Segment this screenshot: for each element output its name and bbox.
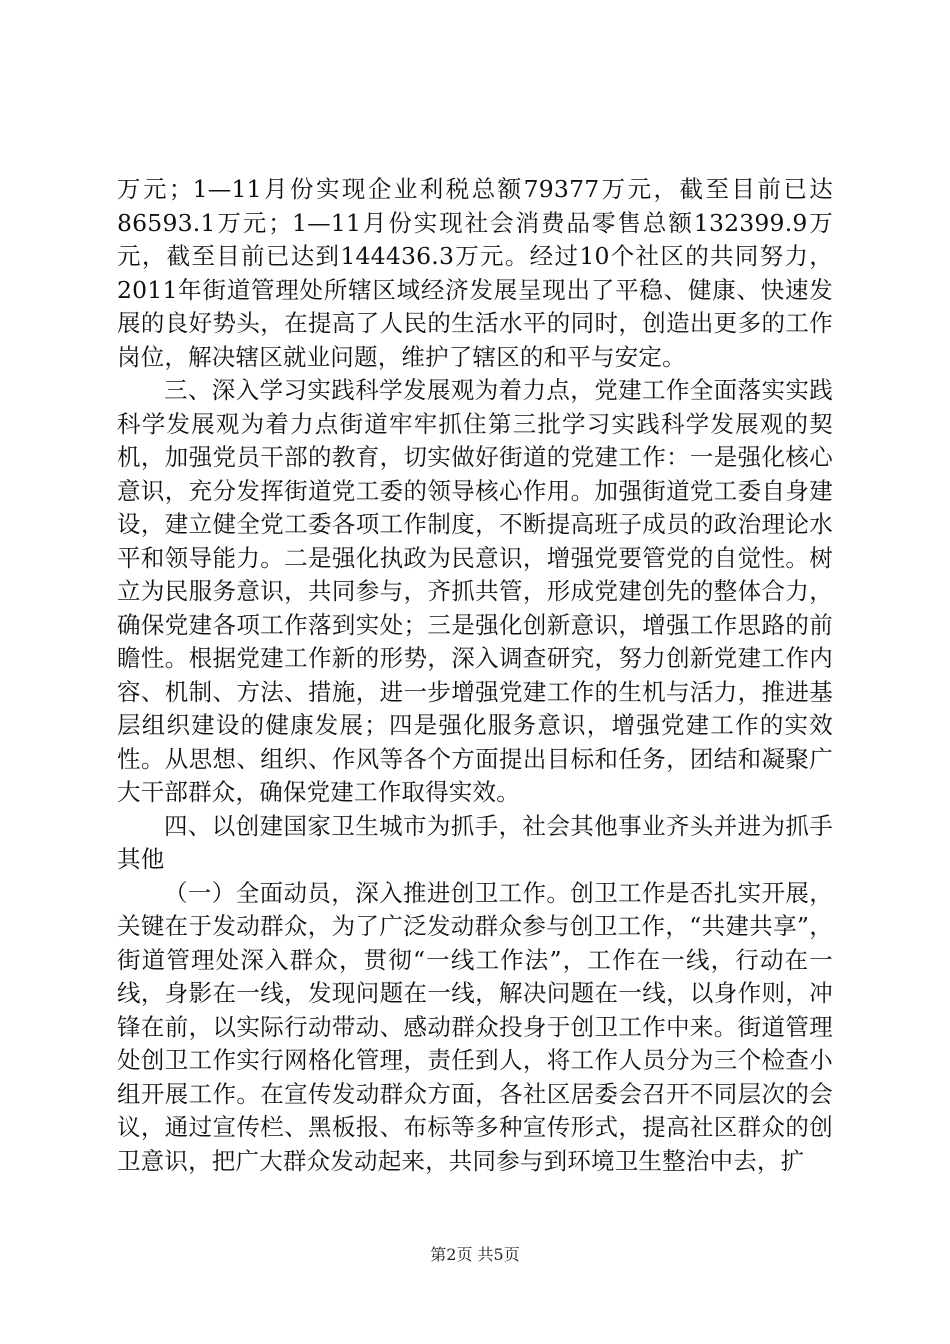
paragraph-economy-continued: 万元；1—11月份实现企业利税总额79377万元，截至目前已达86593.1万元；1—11月份实现社会消费品零售总额132399.9万元，截至目前已达到144436.3万元。经过10个社区的共同努力，2011年街道管理处所辖区域经济发展呈现出了平稳、健康、快速发展的良好势头，在提高了人民的生活水平的同时，创造出更多的工作岗位，解决辖区就业问题，维护了辖区的和平与安定。 — [117, 175, 833, 371]
paragraph-subsection-one: （一）全面动员，深入推进创卫工作。创卫工作是否扎实开展，关键在于发动群众，为了广泛发动群众参与创卫工作，“共建共享”，街道管理处深入群众，贯彻“一线工作法”，工作在一线，行动在一线，身影在一线，发现问题在一线，解决问题在一线，以身作则，冲锋在前，以实际行动带动、感动群众投身于创卫工作中来。街道管理处创卫工作实行网格化管理，责任到人，将工作人员分为三个检查小组开展工作。在宣传发动群众方面，各社区居委会召开不同层次的会议，通过宣传栏、黑板报、布标等多种宣传形式，提高社区群众的创卫意识，把广大群众发动起来，共同参与到环境卫生整治中去，扩 — [117, 878, 833, 1175]
paragraph-section-four-heading: 四、以创建国家卫生城市为抓手，社会其他事业齐头并进为抓手其他 — [117, 811, 833, 873]
paragraph-section-three: 三、深入学习实践科学发展观为着力点，党建工作全面落实实践科学发展观为着力点街道牢牢抓住第三批学习实践科学发展观的契机，加强党员干部的教育，切实做好街道的党建工作：一是强化核心意识，充分发挥街道党工委的领导核心作用。加强街道党工委自身建设，建立健全党工委各项工作制度，不断提高班子成员的政治理论水平和领导能力。二是强化执政为民意识，增强党要管党的自觉性。树立为民服务意识，共同参与，齐抓共管，形成党建创先的整体合力，确保党建各项工作落到实处；三是强化创新意识，增强工作思路的前瞻性。根据党建工作新的形势，深入调查研究，努力创新党建工作内容、机制、方法、措施，进一步增强党建工作的生机与活力，推进基层组织建设的健康发展；四是强化服务意识，增强党建工作的实效性。从思想、组织、作风等各个方面提出目标和任务，团结和凝聚广大干部群众，确保党建工作取得实效。 — [117, 376, 833, 806]
page-number-footer: 第2页 共5页 — [430, 1245, 520, 1264]
document-body — [117, 173, 833, 1178]
